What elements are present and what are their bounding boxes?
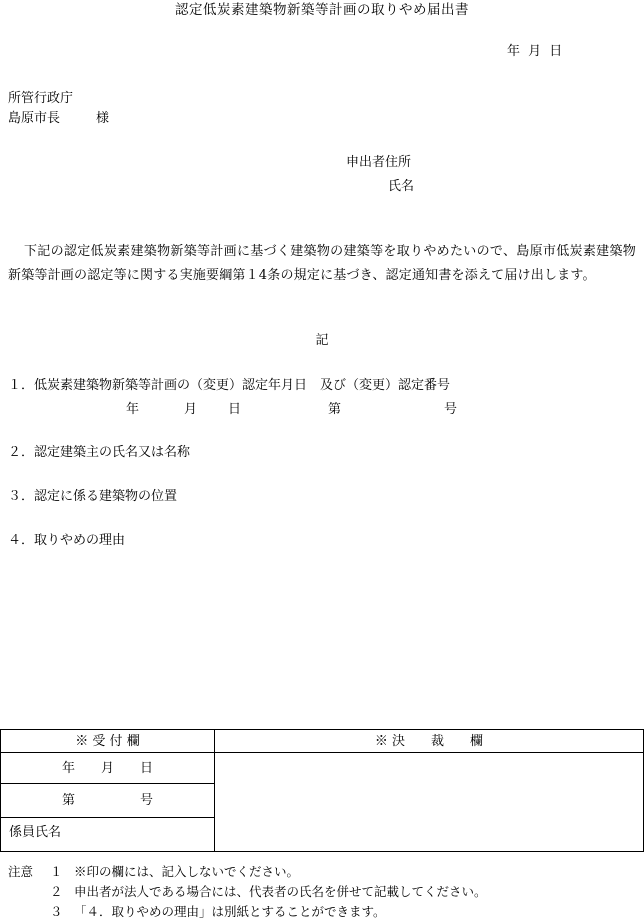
item-1-dai-label: 第 <box>328 402 342 417</box>
item-1-day-label: 日 <box>228 402 242 417</box>
addressee-authority: 所管行政庁 <box>8 91 74 106</box>
receipt-number-cell: 第 号 <box>1 784 215 818</box>
item-2-owner-name: ２．認定建築主の氏名又は名称 <box>8 445 191 460</box>
item-4-cancellation-reason: ４．取りやめの理由 <box>8 533 126 548</box>
decision-cell <box>215 753 644 852</box>
receipt-header: ※ 受 付 欄 <box>1 730 215 753</box>
addressee-mayor-name: 島原市長 <box>8 111 61 126</box>
note-3-number: ３ <box>50 904 63 919</box>
body-paragraph: 下記の認定低炭素建築物新築等計画に基づく建築物の建築等を取りやめたいので、島原市低炭素建築物新築等計画の認定等に関する実施要綱第１4条の規定に基づき、認定通知書を添えて届け出します。 <box>8 244 636 283</box>
item-3-building-location: ３．認定に係る建築物の位置 <box>8 489 178 504</box>
staff-name-label: 係員氏名 <box>9 825 62 840</box>
note-3-text: 「４．取りやめの理由」は別紙とすることができます。 <box>74 904 386 919</box>
staff-name-cell <box>1 818 215 852</box>
decision-header: ※ 決 裁 欄 <box>215 730 644 753</box>
note-2-text: 申出者が法人である場合には、代表者の氏名を併せて記載してください。 <box>74 884 487 899</box>
note-1 <box>8 862 487 882</box>
submission-date: 年 月 日 <box>507 44 563 59</box>
item-1-year-label: 年 <box>126 402 140 417</box>
notes-label: 注意 <box>8 864 34 879</box>
note-2 <box>8 882 487 902</box>
office-use-table <box>0 729 644 852</box>
applicant-address-label: 申出者住所 <box>346 155 412 170</box>
note-1-number: １ <box>50 864 63 879</box>
item-1-go-label: 号 <box>444 402 458 417</box>
addressee-mayor <box>8 112 109 125</box>
notes-section <box>8 862 487 922</box>
document-title: 認定低炭素建築物新築等計画の取りやめ届出書 <box>175 2 469 18</box>
receipt-date-cell: 年 月 日 <box>1 753 215 784</box>
ki-heading: 記 <box>315 333 329 348</box>
item-1-certification-date: １．低炭素建築物新築等計画の（変更）認定年月日 及び（変更）認定番号 <box>8 378 451 393</box>
note-2-number: ２ <box>50 884 63 899</box>
addressee-honorific: 様 <box>96 111 110 126</box>
applicant-name-label: 氏名 <box>388 179 415 194</box>
item-1-date-number-fields <box>126 403 457 416</box>
note-1-text: ※印の欄には、記入しないでください。 <box>74 864 300 879</box>
note-3 <box>8 902 487 922</box>
item-1-month-label: 月 <box>184 402 198 417</box>
